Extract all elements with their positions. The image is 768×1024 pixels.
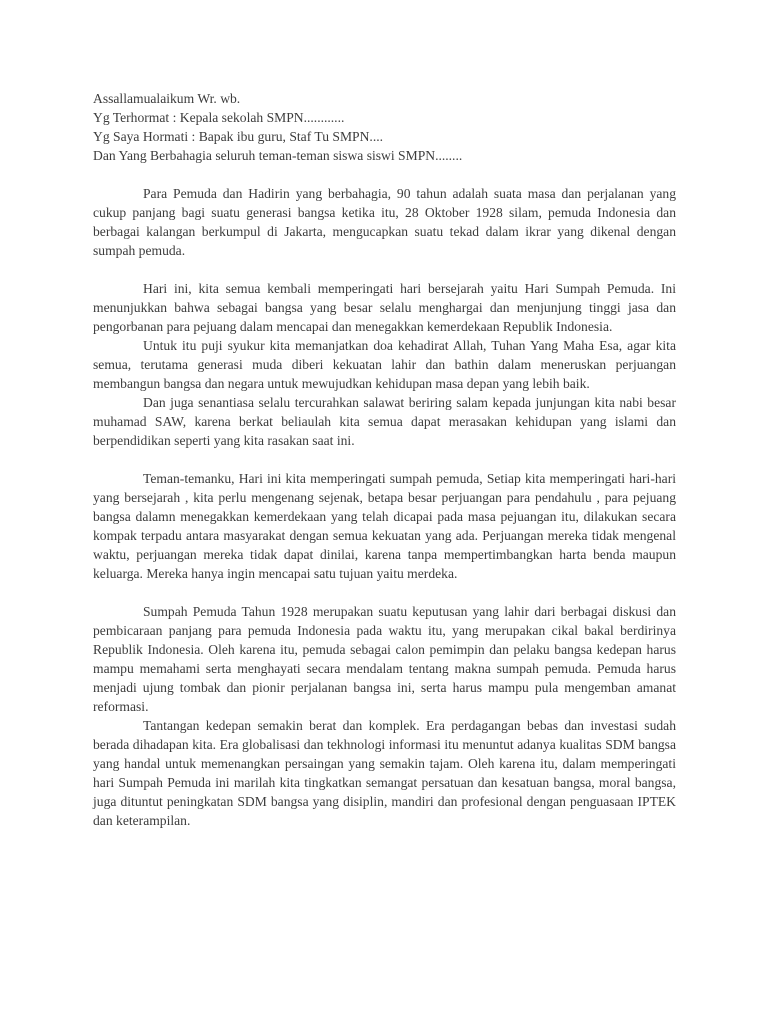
paragraph-tantangan: Tantangan kedepan semakin berat dan komplek. Era perdagangan bebas dan investasi sudah berada dihadapan kita. Era globalisasi dan tekhnologi informasi itu menuntut adanya kualitas SDM bangsa yang handal untuk memenangkan persaingan yang semakin tajam. Oleh karena itu, dalam memperingati hari Sumpah Pemuda ini marilah kita tingkatkan semangat persatuan dan kesatuan bangsa, moral bangsa, juga dituntut peningkatan SDM bangsa yang disiplin, mandiri dan profesional dengan penguasaan IPTEK dan keterampilan. <box>93 718 676 828</box>
greeting-salam: Assallamualaikum Wr. wb. <box>93 91 241 106</box>
paragraph-puji-syukur: Untuk itu puji syukur kita memanjatkan doa kehadirat Allah, Tuhan Yang Maha Esa, agar kita semua, terutama generasi muda diberi kekuatan lahir dan bathin dalam meneruskan perjuangan membangun bangsa dan negara untuk mewujudkan kehidupan masa depan yang lebih baik. <box>93 338 676 391</box>
greeting-block <box>93 89 676 165</box>
paragraph-gap <box>93 583 676 602</box>
greeting-siswa: Dan Yang Berbahagia seluruh teman-teman siswa siswi SMPN........ <box>93 148 463 163</box>
paragraph-opening: Para Pemuda dan Hadirin yang berbahagia, 90 tahun adalah suata masa dan perjalanan yang cukup panjang bagi suatu generasi bangsa ketika itu, 28 Oktober 1928 silam, pemuda Indonesia dan berbagai kalangan berkumpul di Jakarta, mengucapkan suatu tekad dalam ikrar yang dikenal dengan sumpah pemuda. <box>93 186 676 258</box>
paragraph-gap <box>93 450 676 469</box>
paragraph-salawat: Dan juga senantiasa selalu tercurahkan salawat beriring salam kepada junjungan kita nabi besar muhamad SAW, karena berkat beliaulah kita semua dapat merasakan kehidupan yang islami dan berpendidikan seperti yang kita rasakan saat ini. <box>93 395 676 448</box>
greeting-guru-staf: Yg Saya Hormati : Bapak ibu guru, Staf Tu SMPN.... <box>93 129 384 144</box>
paragraph-teman-temanku: Teman-temanku, Hari ini kita memperingati sumpah pemuda, Setiap kita memperingati hari-hari yang bersejarah , kita perlu mengenang sejenak, betapa besar perjuangan para pendahulu , para pejuang bangsa dalamn menegakkan kemerdekaan yang telah dicapai pada masa pejuangan itu, dilakukan secara kompak terpadu antara masyarakat dengan semua kekuatan yang ada. Perjuangan mereka tidak mengenal waktu, perjuangan mereka tidak dapat dinilai, karena tanpa mempertimbangkan harta benda maupun keluarga. Mereka hanya ingin mencapai satu tujuan yaitu merdeka. <box>93 471 676 581</box>
greeting-kepala-sekolah: Yg Terhormat : Kepala sekolah SMPN............ <box>93 110 345 125</box>
paragraph-sumpah-pemuda-1928: Sumpah Pemuda Tahun 1928 merupakan suatu keputusan yang lahir dari berbagai diskusi dan pembicaraan panjang para pemuda Indonesia pada waktu itu, yang merupakan cikal bakal berdirinya Republik Indonesia. Oleh karena itu, pemuda sebagai calon pemimpin dan pelaku bangsa kedepan harus mampu memahami serta menghayati secara mendalam tentang makna sumpah pemuda. Pemuda harus menjadi ujung tombak dan pionir perjalanan bangsa ini, serta harus mampu pula mengemban amanat reformasi. <box>93 604 676 714</box>
paragraph-hari-ini: Hari ini, kita semua kembali memperingati hari bersejarah yaitu Hari Sumpah Pemuda. Ini menunjukkan bahwa sebagai bangsa yang besar selalu menghargai dan menjunjung tinggi jasa dan pengorbanan para pejuang dalam mencapai dan menegakkan kemerdekaan Republik Indonesia. <box>93 281 676 334</box>
paragraph-gap <box>93 260 676 279</box>
